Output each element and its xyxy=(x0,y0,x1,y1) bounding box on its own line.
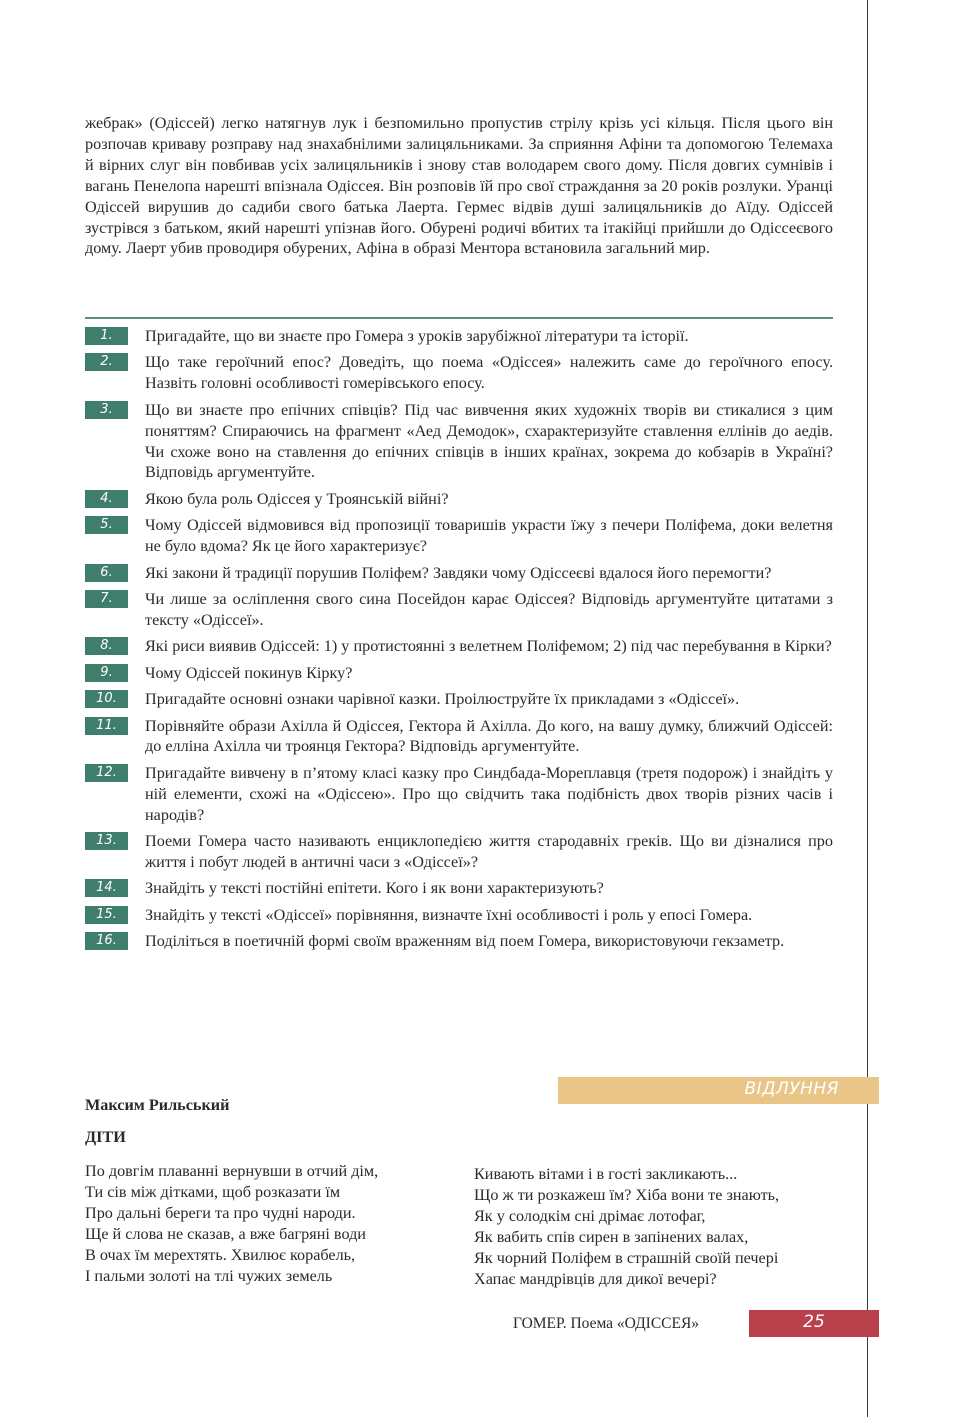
question-text: Поеми Гомера часто називають енциклопедією життя стародавніх греків. Що ви дізналися про життя і побут людей в античні часи з «Одіссеї»? xyxy=(145,832,833,871)
question-text: Пригадайте вивчену в п’ятому класі казку про Синдбада-Мореплавця (третя подорож) і знайдіть у ній елементи, схожі на «Одіссею». Про що свідчить така подібність двох творів різних часів і народів? xyxy=(145,763,833,824)
question-number-badge: 4. xyxy=(85,490,128,508)
question-item xyxy=(85,589,833,631)
poem-line: Ще й слова не сказав, а вже багряні води xyxy=(85,1225,366,1243)
question-text: Які риси виявив Одіссей: 1) у протистоянні з велетнем Поліфемом; 2) під час перебування в Кірки? xyxy=(145,637,832,656)
question-number-badge: 12. xyxy=(85,764,128,782)
question-text: Пригадайте, що ви знаєте про Гомера з уроків зарубіжної літератури та історії. xyxy=(145,327,689,345)
question-text: Що ви знаєте про епічних співців? Під час вивчення яких художніх творів ви стикалися з цим поняттям? Спираючись на фрагмент «Аед Демодок», схарактеризуйте ставлення еллінів до аедів. Чи схоже воно на ставлення до епічних співців в інших країнах, зокрема до кобзарів в Україні? Відповідь аргументуйте. xyxy=(145,400,833,482)
question-number-badge: 2. xyxy=(85,353,128,371)
intro-paragraph: жебрак» (Одіссей) легко натягнув лук і безпомильно пропустив стрілу крізь усі кільця. Після цього він розпочав криваву розправу над знахабнілими залицяльниками. За сприяння Афіни та допомогою Телемаха й вірних слуг він повбивав усіх залицяльників і знову став володарем свого дому. Після довгих сумнівів і вагань Пенелопа нарешті впізнала Одіссея. Він розповів їй про свої страждання за 20 років розлуки. Уранці Одіссей вирушив до садиби свого батька Лаерта. Гермес відвів душі залицяльників до Аїду. Одіссей зустрівся з батьком, який нарешті упізнав його. Обурені родичі вбитих та ітакійці прийшли до Одіссеєвого дому. Лаерт убив проводиря обурених, Афіна в образі Ментора встановила загальний мир. xyxy=(85,114,833,258)
question-number-badge: 9. xyxy=(85,664,128,682)
question-item xyxy=(85,689,833,710)
question-item xyxy=(85,489,833,510)
questions-divider xyxy=(85,317,833,319)
question-item xyxy=(85,636,833,657)
question-text: Чому Одіссей відмовився від пропозиції товаришів украсти їжу з печери Поліфема, доки велетня не було вдома? Як це його характеризує? xyxy=(145,516,833,556)
question-item xyxy=(85,352,833,394)
poem-line: Як чорний Поліфем в страшній своїй печері xyxy=(474,1249,779,1267)
question-number-badge: 7. xyxy=(85,590,128,608)
question-item xyxy=(85,663,833,684)
question-text: Якою була роль Одіссея у Троянській війні? xyxy=(145,489,449,508)
poem-line: Хапає мандрівців для дикої вечері? xyxy=(474,1270,717,1288)
questions-list xyxy=(85,326,833,958)
question-number-badge: 10. xyxy=(85,690,128,708)
question-item xyxy=(85,400,833,484)
question-number-badge: 16. xyxy=(85,932,128,950)
question-text: Що таке героїчний епос? Доведіть, що поема «Одіссея» належить саме до героїчного епосу. Назвіть головні особливості гомерівського епосу. xyxy=(145,353,833,393)
question-text: Порівняйте образи Ахілла й Одіссея, Гектора й Ахілла. До кого, на вашу думку, ближчий Одіссей: до еллінa Ахілла чи троянця Гектора? Відповідь аргументуйте. xyxy=(145,716,833,756)
question-item xyxy=(85,515,833,557)
question-item xyxy=(85,716,833,758)
question-text: Які закони й традиції порушив Поліфем? Завдяки чому Одіссеєві вдалося його перемогти? xyxy=(145,563,772,582)
question-number-badge: 15. xyxy=(85,906,128,924)
question-text: Чи лише за осліплення свого сина Посейдон карає Одіссея? Відповідь аргументуйте цитатами з тексту «Одіссеї». xyxy=(145,589,833,629)
question-item xyxy=(85,831,833,873)
question-number-badge: 8. xyxy=(85,637,128,655)
question-text: Пригадайте основні ознаки чарівної казки. Проілюструйте їх прикладами з «Одіссеї». xyxy=(145,690,740,709)
question-number-badge: 1. xyxy=(85,327,128,345)
question-text: Поділіться в поетичній формі своїм враженням від поем Гомера, використовуючи гекзаметр. xyxy=(145,932,785,951)
poem-line: І пальми золоті на тлі чужих земель xyxy=(85,1267,333,1285)
poem-title: ДІТИ xyxy=(85,1128,126,1146)
question-number-badge: 11. xyxy=(85,717,128,735)
page-number-tab xyxy=(749,1310,879,1337)
question-text: Знайдіть у тексті постійні епітети. Кого і як вони характеризують? xyxy=(145,879,604,898)
poem-author: Максим Рильський xyxy=(85,1096,230,1114)
question-item xyxy=(85,563,833,584)
poem-column-right xyxy=(474,1164,844,1290)
section-label-bar xyxy=(558,1077,879,1104)
question-number-badge: 14. xyxy=(85,879,128,897)
poem-line: Про дальні береги та про чудні народи. xyxy=(85,1204,356,1222)
question-item xyxy=(85,763,833,826)
margin-line xyxy=(867,0,868,1417)
section-label: ВІДЛУННЯ xyxy=(744,1079,839,1099)
question-number-badge: 5. xyxy=(85,516,128,534)
poem-line: Ти сів між дітками, щоб розказати їм xyxy=(85,1183,341,1201)
question-number-badge: 13. xyxy=(85,832,128,850)
poem-column-left xyxy=(85,1161,455,1287)
question-number-badge: 3. xyxy=(85,401,128,419)
poem-line: Що ж ти розкажеш їм? Хіба вони те знають, xyxy=(474,1186,780,1204)
question-text: Чому Одіссей покинув Кірку? xyxy=(145,663,353,682)
poem-line: В очах їм мерехтять. Хвилює корабель, xyxy=(85,1246,356,1264)
poem-line: Як у солодкім сні дрімає лотофаг, xyxy=(474,1207,706,1225)
poem-line: Кивають вітами і в гості закликають... xyxy=(474,1165,738,1183)
question-item xyxy=(85,931,833,952)
page-number: 25 xyxy=(803,1312,825,1332)
poem-line: Як вабить спів сирен в запінених валах, xyxy=(474,1228,749,1246)
question-text: Знайдіть у тексті «Одіссеї» порівняння, визначте їхні особливості і роль у епосі Гомера. xyxy=(145,905,753,924)
question-item xyxy=(85,326,833,347)
poem-line: По довгім плаванні вернувши в отчий дім, xyxy=(85,1162,379,1180)
running-title: ГОМЕР. Поема «ОДІССЕЯ» xyxy=(513,1315,700,1332)
question-number-badge: 6. xyxy=(85,564,128,582)
question-item xyxy=(85,878,833,899)
question-item xyxy=(85,905,833,926)
